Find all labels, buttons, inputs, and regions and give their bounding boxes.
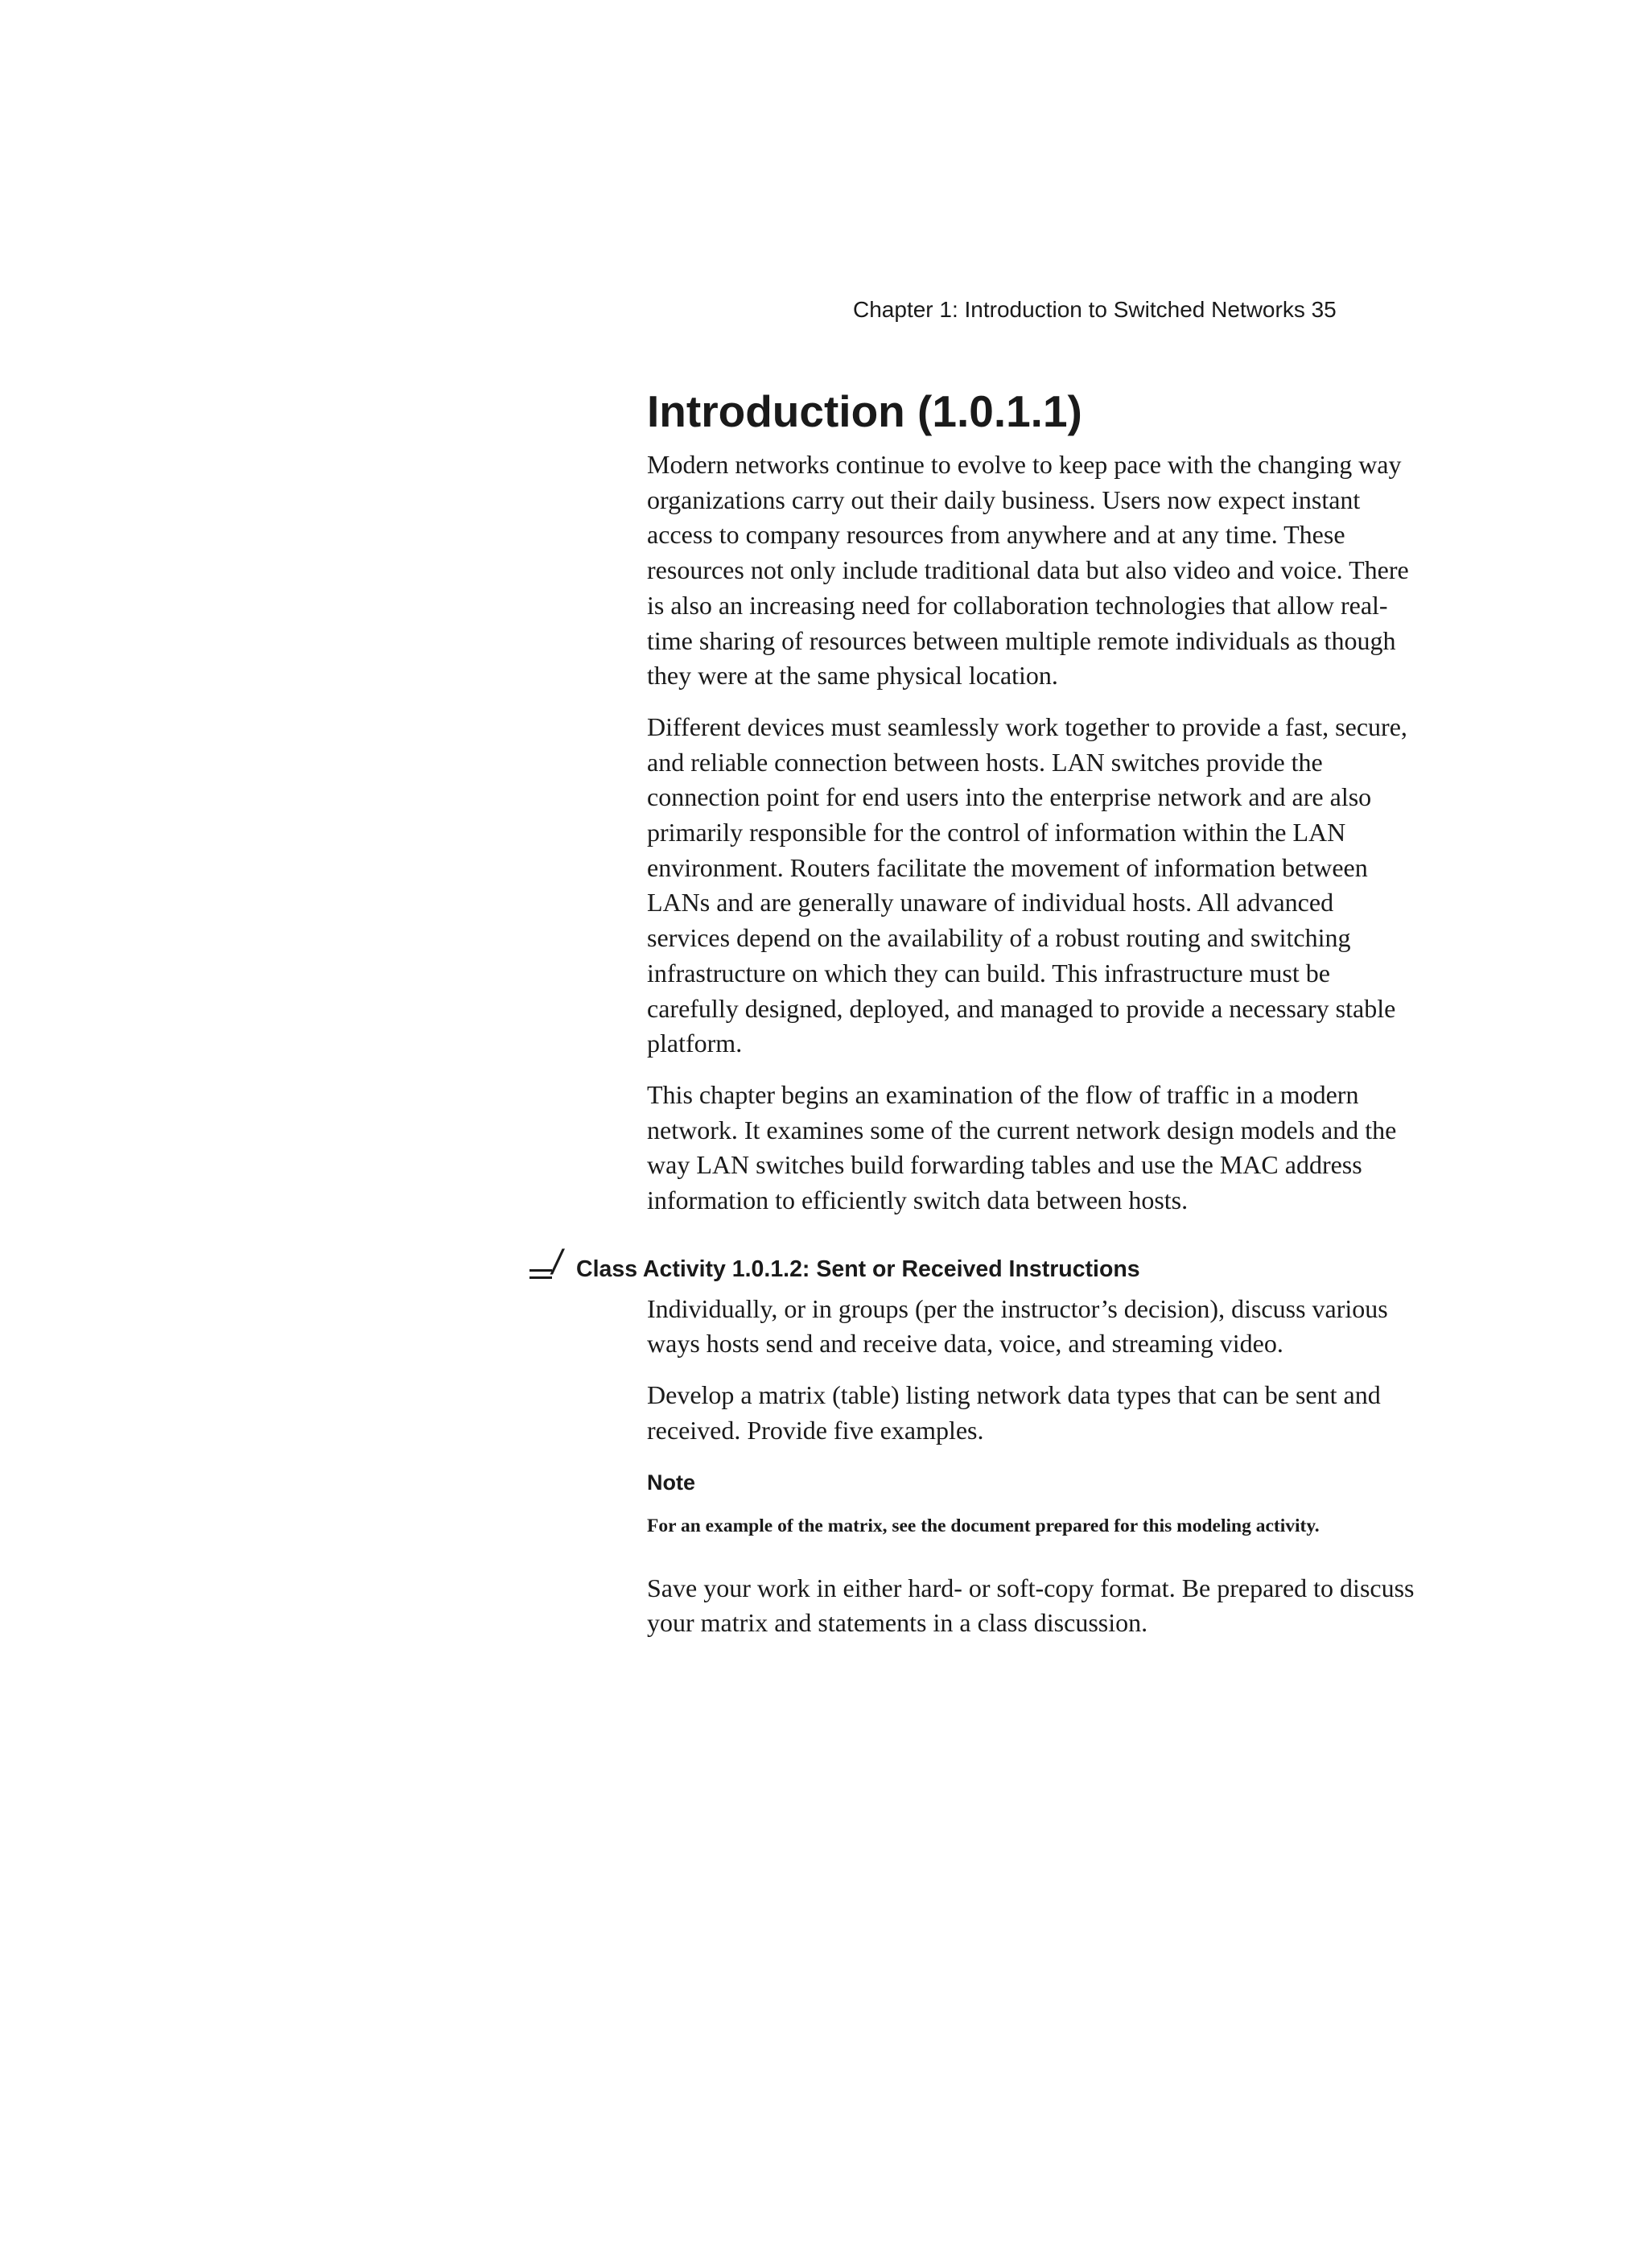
section-title: Introduction (1.0.1.1) <box>647 386 1082 436</box>
activity-title: Class Activity 1.0.1.2: Sent or Received Instructions <box>576 1256 1140 1282</box>
main-content <box>552 383 1419 1657</box>
intro-paragraph-3: This chapter begins an examination of the flow of traffic in a modern network. It examines some of the current network design models and the way LAN switches build forwarding tables and use the MAC address information to efficiently switch data between hosts. <box>647 1079 1397 1215</box>
activity-paragraph-2: Develop a matrix (table) listing network data types that can be sent and received. Provide five examples. <box>647 1380 1381 1445</box>
note-text: For an example of the matrix, see the document prepared for this modeling activity. <box>647 1515 1320 1536</box>
activity-body <box>647 1292 1419 1641</box>
activity-paragraph-1: Individually, or in groups (per the instructor’s decision), discuss various ways hosts send and receive data, voice, and streaming video. <box>647 1293 1388 1359</box>
activity-icon-slash: / <box>552 1242 562 1282</box>
class-activity-icon <box>528 1242 576 1285</box>
note-label: Note <box>647 1470 695 1495</box>
activity-heading <box>552 1242 1419 1285</box>
intro-paragraph-2: Different devices must seamlessly work together to provide a fast, secure, and reliable connection between hosts. LAN switches provide the connection point for end users into the enterprise network and are also primarily responsible for the control of information within the LAN environment. Routers facilitate the movement of information between LANs and are generally unaware of individual hosts. All advanced services depend on the availability of a robust routing and switching infrastructure on which they can build. This infrastructure must be carefully designed, deployed, and managed to provide a necessary stable platform. <box>647 711 1407 1058</box>
running-header: Chapter 1: Introduction to Switched Networks 35 <box>853 297 1337 322</box>
activity-closing-paragraph: Save your work in either hard- or soft-copy format. Be prepared to discuss your matrix and statements in a class discussion. <box>647 1573 1415 1638</box>
intro-paragraph-1: Modern networks continue to evolve to keep pace with the changing way organizations carry out their daily business. Users now expect instant access to company resources from anywhere and at any time. These resources not only include traditional data but also video and voice. There is also an increasing need for collaboration technologies that allow real-time sharing of resources between multiple remote individuals as though they were at the same physical location. <box>647 450 1409 691</box>
activity-icon-lines <box>529 1269 552 1272</box>
